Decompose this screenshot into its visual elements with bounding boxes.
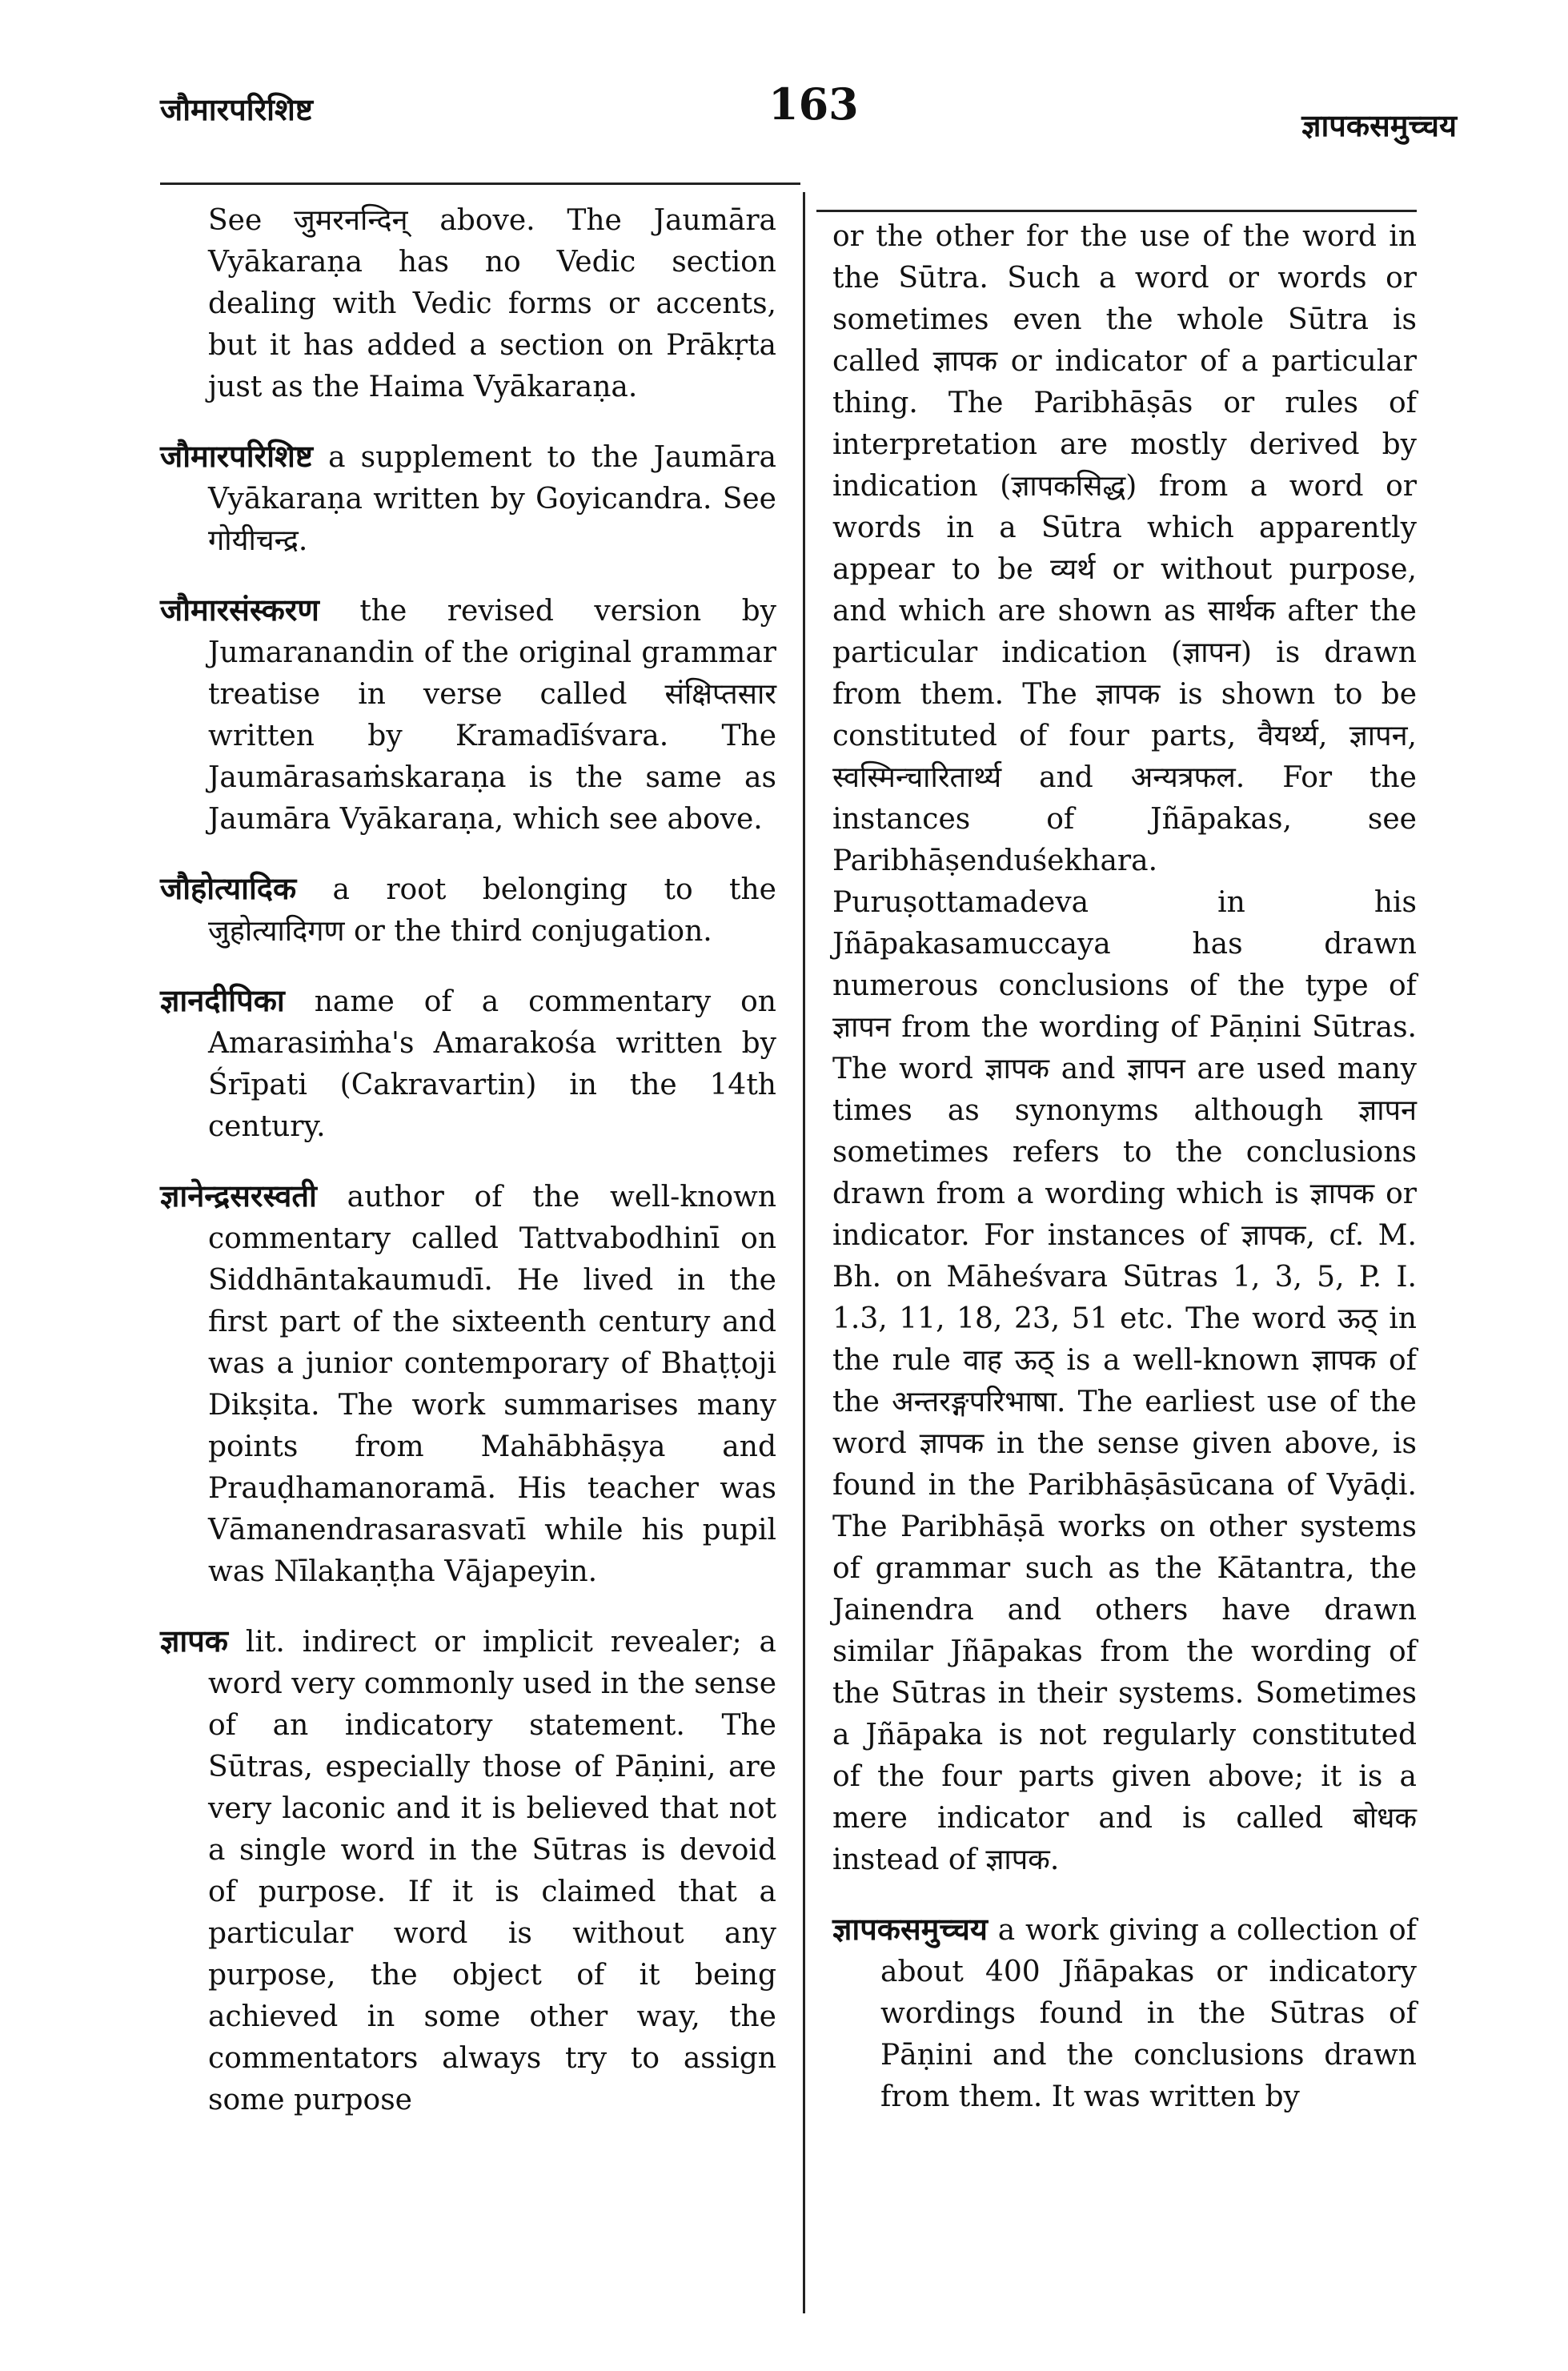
dictionary-entry [160, 1175, 776, 1593]
entry-text: a supplement to the Jaumāra Vyākaraṇa written by Goyicandra. See गोयीचन्द्र. [208, 441, 776, 557]
dictionary-entry [160, 435, 776, 562]
entry-headword: ज्ञानदीपिका [160, 982, 285, 1018]
page-number: 163 [768, 78, 859, 130]
dictionary-entry [160, 868, 776, 953]
column-divider [803, 192, 805, 2313]
header-rule-right [816, 210, 1417, 212]
entry-text: author of the well-known commentary called Tattvabodhinī on Siddhāntakaumudī. He lived in the first part of the sixteenth century and was a junior contemporary of Bhaṭṭoji Dikṣita. The work summarises many points from Mahābhāṣya and Prauḍhamanoramā. His teacher was Vāmanendrasarasvatī while his pupil was Nīlakaṇṭha Vājapeyin. [208, 1181, 777, 1588]
dictionary-entry [160, 1620, 776, 2121]
entry-headword: जौमारसंस्करण [160, 592, 319, 628]
dictionary-entry [832, 1908, 1417, 2118]
entry-headword: ज्ञानेन्द्रसरस्वती [160, 1177, 317, 1214]
entry-continuation [832, 216, 1417, 1881]
right-column [832, 216, 1417, 2145]
entry-text: or the other for the use of the word in the Sūtra. Such a word or words or sometimes even the whole Sūtra is called ज्ञापक or indicator of a particular thing. The Paribhāṣās or rules of interpretation are mostly derived by indication (ज्ञापकसिद्ध) from a word or words in a Sūtra which apparently appear to be व्यर्थ or without purpose, and which are shown as सार्थक after the particular indication (ज्ञापन) is drawn from them. The ज्ञापक is shown to be constituted of four parts, वैयर्थ्य, ज्ञापन, स्वस्मिन्चारितार्थ्य and अन्यत्रफल. For the instances of Jñāpakas, see Paribhāṣenduśekhara. Puruṣottamadeva in his Jñāpakasamuccaya has drawn numerous conclusions of the type of ज्ञापन from the wording of Pāṇini Sūtras. The word ज्ञापक and ज्ञापन are used many times as synonyms although ज्ञापन sometimes refers to the conclusions drawn from a wording which is ज्ञापक or indicator. For instances of ज्ञापक, cf. M. Bh. on Māheśvara Sūtras 1, 3, 5, P. I. 1.3, 11, 18, 23, 51 etc. The word ऊठ् in the rule वाह ऊठ् is a well-known ज्ञापक of the अन्तरङ्गपरिभाषा. The earliest use of the word ज्ञापक in the sense given above, is found in the Paribhāṣāsūcana of Vyāḍi. The Paribhāṣā works on other systems of grammar such as the Kātantra, the Jainendra and others have drawn similar Jñāpakas from the wording of the Sūtras in their systems. Sometimes a Jñāpaka is not regularly constituted of the four parts given above; it is a mere indicator and is called बोधक instead of ज्ञापक. [832, 220, 1417, 1876]
entry-text: name of a commentary on Amarasiṁha's Amarakośa written by Śrīpati (Cakravartin) in the 14th century. [208, 985, 776, 1143]
running-head-left: जौमारपरिशिष्ट [160, 91, 313, 127]
entry-text: lit. indirect or implicit revealer; a word very commonly used in the sense of an indicatory statement. The Sūtras, especially those of Pāṇini, are very laconic and it is believed that not a single word in the Sūtras is devoid of purpose. If it is claimed that a particular word is without any purpose, the object of it being achieved in some other way, the commentators always try to assign some purpose [208, 1626, 776, 2116]
entry-headword: ज्ञापकसमुच्चय [832, 1911, 988, 1947]
page-header [160, 78, 1457, 160]
entry-text: a root belonging to the जुहोत्यादिगण or the third conjugation. [208, 873, 776, 948]
running-head-right: ज्ञापकसमुच्चय [1301, 107, 1457, 143]
entry-text: a work giving a collection of about 400 Jñāpakas or indicatory wordings found in the Sūtras of Pāṇini and the conclusions drawn from them. It was written by [880, 1914, 1417, 2113]
header-rule-left [160, 183, 800, 185]
entry-text: the revised version by Jumaranandin of the original grammar treatise in verse called संक्षिप्तसार written by Kramadīśvara. The Jaumārasaṁskaraṇa is the same as Jaumāra Vyākaraṇa, which see above. [208, 595, 776, 836]
entry-headword: जौहोत्यादिक [160, 870, 297, 906]
dictionary-entry [160, 589, 776, 840]
left-column [160, 200, 776, 2148]
dictionary-entry [160, 980, 776, 1148]
entry-headword: ज्ञापक [160, 1623, 228, 1659]
entry-headword: जौमारपरिशिष्ट [160, 438, 313, 474]
entry-text: See जुमरनन्दिन् above. The Jaumāra Vyākaraṇa has no Vedic section dealing with Vedic forms or accents, but it has added a section on Prākṛta just as the Haima Vyākaraṇa. [208, 204, 776, 403]
entry-continuation [160, 200, 776, 408]
